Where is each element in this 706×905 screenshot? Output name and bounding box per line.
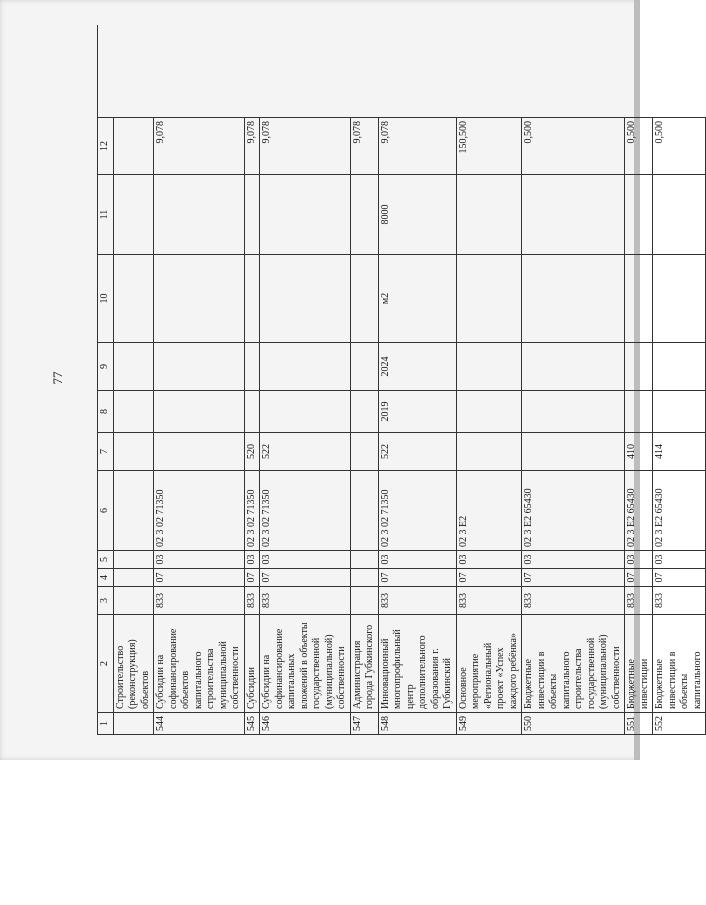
table-cell-col12: 0,500 [522,117,625,174]
table-cell-col3 [351,586,379,614]
table-cell-col5: 03 [379,550,457,568]
table-cell-col5: 03 [154,550,245,568]
table-cell-col12 [114,117,155,174]
table-cell-col2: Строительство (реконструкция) объектов [114,614,155,712]
header-cell-4: 4 [98,568,114,586]
table-cell-col4 [114,568,155,586]
table-cell-col5: 03 [625,550,653,568]
table-cell-col10 [154,254,245,342]
table-cell-col2: Основное мероприятие «Региональный проект «Успех каждого ребёнка» [457,614,523,712]
table-cell-col6: 02 3 02 71350 [260,470,351,550]
table-cell-col5: 03 [457,550,523,568]
table-cell-col3 [114,586,155,614]
page-number: 77 [50,371,65,385]
table-cell-col12: 9,078 [351,117,379,174]
table-cell-col10 [653,254,706,342]
table-cell-col5: 03 [245,550,261,568]
table-cell-col7 [114,432,155,470]
table-cell-col7: 520 [245,432,261,470]
table-cell-col9 [154,342,245,390]
table-cell-col9 [457,342,523,390]
table-cell-col1: 544 [154,712,245,734]
table-cell-col9 [245,342,261,390]
table-cell-col1: 545 [245,712,261,734]
table-cell-col11 [245,174,261,254]
table-cell-col6: 02 3 02 71350 [379,470,457,550]
table-cell-col8 [114,390,155,432]
table-cell-col7 [522,432,625,470]
table-cell-col10 [114,254,155,342]
table-cell-col8 [154,390,245,432]
table-cell-col10: м2 [379,254,457,342]
table-cell-col2: Бюджетные инвестиции в объекты капитального [653,614,706,712]
table-cell-col6: 02 3 E2 65430 [653,470,706,550]
table-cell-col12: 9,078 [245,117,261,174]
table-cell-col12: 0,500 [625,117,653,174]
table-cell-col1: 551 [625,712,653,734]
table-cell-col11 [625,174,653,254]
table-cell-col11 [154,174,245,254]
table-cell-col5: 03 [653,550,706,568]
table-cell-col9 [114,342,155,390]
table-cell-col5 [351,550,379,568]
header-cell-12: 12 [98,117,114,174]
header-cell-6: 6 [98,470,114,550]
table-cell-col12: 9,078 [260,117,351,174]
table-cell-col11: 8000 [379,174,457,254]
table-cell-col10 [457,254,523,342]
table-cell-col9 [522,342,625,390]
table-cell-col6: 02 3 E2 65430 [522,470,625,550]
table-cell-col2: Администрация города Губкинского [351,614,379,712]
table-cell-col8: 2019 [379,390,457,432]
table-cell-col3: 833 [260,586,351,614]
table-cell-col9 [351,342,379,390]
table-cell-col2: Субсидии на софинансирование объектов капитального строительства муниципальной собственности [154,614,245,712]
table-cell-col12: 0,500 [653,117,706,174]
table-cell-col10 [260,254,351,342]
table-cell-col9: 2024 [379,342,457,390]
table-cell-col4: 07 [154,568,245,586]
table-cell-col7 [154,432,245,470]
table-cell-col7: 522 [260,432,351,470]
header-cell-9: 9 [98,342,114,390]
table-cell-col3: 833 [245,586,261,614]
table-cell-col9 [653,342,706,390]
table-cell-col12: 150,500 [457,117,523,174]
table-cell-col2: Бюджетные инвестиции в объекты капитального строительства государственной (муниципальной) собственности [522,614,625,712]
table-cell-col2: Инновационный многопрофильный центр дополнительного образования г. Губкинский [379,614,457,712]
table-cell-col4: 07 [522,568,625,586]
table-cell-col3: 833 [379,586,457,614]
table-cell-col12: 9,078 [379,117,457,174]
table-cell-col3: 833 [154,586,245,614]
header-cell-7: 7 [98,432,114,470]
table-cell-col6: 02 3 E2 [457,470,523,550]
table-cell-col12: 9,078 [154,117,245,174]
table-cell-col6: 02 3 E2 65430 [625,470,653,550]
header-cell-11: 11 [98,174,114,254]
table-cell-col6: 02 3 02 71350 [154,470,245,550]
table-cell-col4: 07 [260,568,351,586]
table-cell-col2: Субсидии [245,614,261,712]
table-cell-col11 [114,174,155,254]
header-cell-3: 3 [98,586,114,614]
table-cell-col1: 548 [379,712,457,734]
table-cell-col1: 547 [351,712,379,734]
header-cell-2: 2 [98,614,114,712]
table-cell-col10 [351,254,379,342]
table-cell-col7: 522 [379,432,457,470]
table-cell-col7: 414 [653,432,706,470]
table-cell-col8 [260,390,351,432]
header-cell-1: 1 [98,712,114,734]
table-cell-col8 [457,390,523,432]
table-cell-col5: 03 [260,550,351,568]
table-cell-col1: 552 [653,712,706,734]
table-cell-col8 [245,390,261,432]
table-cell-col6 [351,470,379,550]
table-cell-col4: 07 [379,568,457,586]
table-cell-col1: 549 [457,712,523,734]
table-cell-col6 [114,470,155,550]
table-cell-col4: 07 [653,568,706,586]
table-cell-col11 [351,174,379,254]
table-cell-col2: Бюджетные инвестиции [625,614,653,712]
table-cell-col3: 833 [522,586,625,614]
table-cell-col11 [260,174,351,254]
table-cell-col4: 07 [625,568,653,586]
header-cell-8: 8 [98,390,114,432]
table-cell-col8 [522,390,625,432]
table-cell-col9 [260,342,351,390]
table-cell-col5: 03 [522,550,625,568]
table-cell-col4 [351,568,379,586]
header-cell-5: 5 [98,550,114,568]
table-cell-col10 [245,254,261,342]
table-cell-col3: 833 [653,586,706,614]
table-cell-col4: 07 [457,568,523,586]
table-cell-col11 [457,174,523,254]
table-cell-col7 [457,432,523,470]
table-cell-col7 [351,432,379,470]
rotated-table-container [97,25,703,735]
table-cell-col4: 07 [245,568,261,586]
table-cell-col1 [114,712,155,734]
table-cell-col3: 833 [457,586,523,614]
table-cell-col1: 546 [260,712,351,734]
table-cell-col2: Субсидии на софинансирование капитальных вложений в объекты государственной (муниципальной) собственности [260,614,351,712]
table-cell-col8 [625,390,653,432]
table-cell-col9 [625,342,653,390]
table-cell-col5 [114,550,155,568]
table-cell-col11 [653,174,706,254]
table-cell-col10 [522,254,625,342]
table-cell-col10 [625,254,653,342]
table-cell-col7: 410 [625,432,653,470]
table-cell-col6: 02 3 02 71350 [245,470,261,550]
table-cell-col3: 833 [625,586,653,614]
table-cell-col1: 550 [522,712,625,734]
header-cell-10: 10 [98,254,114,342]
table-cell-col8 [653,390,706,432]
budget-table [97,25,706,735]
table-cell-col8 [351,390,379,432]
table-cell-col11 [522,174,625,254]
